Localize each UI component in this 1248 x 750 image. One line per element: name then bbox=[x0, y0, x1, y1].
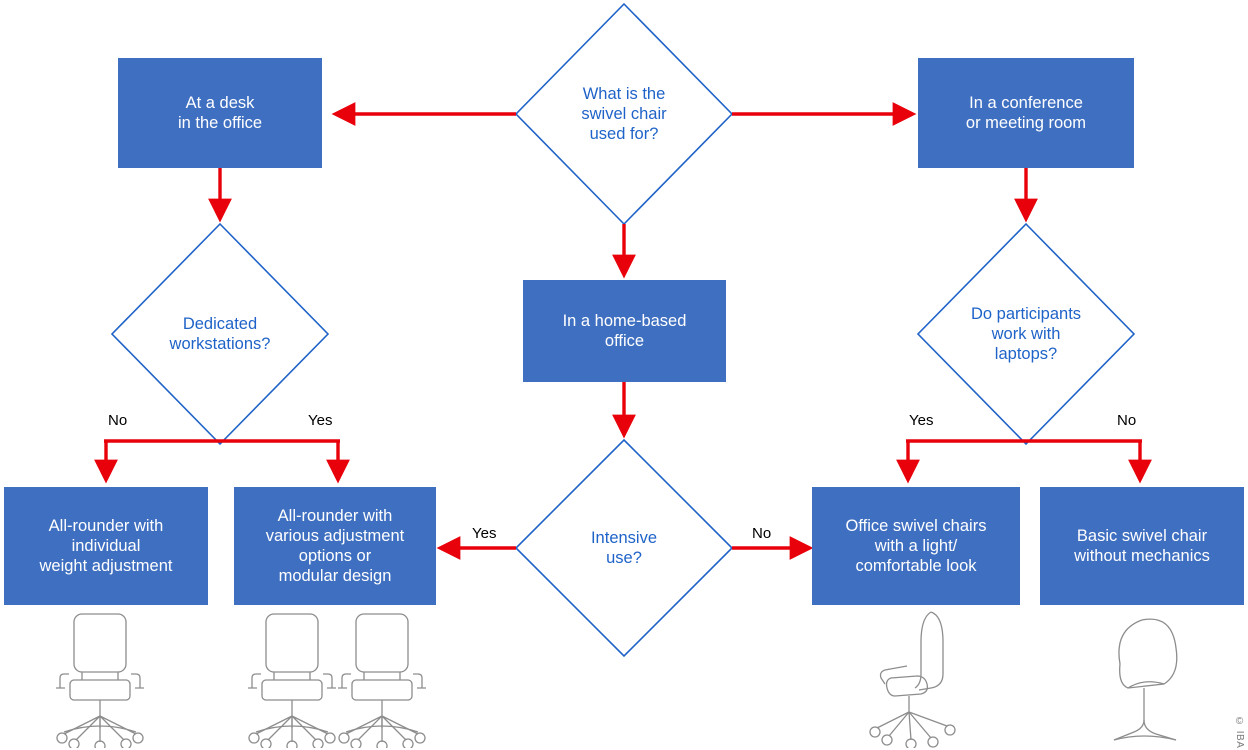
chair-illustration-basic-swivel bbox=[1090, 612, 1200, 748]
node-at-a-desk[interactable]: At a desk in the office bbox=[118, 58, 322, 168]
chair-illustration-weight-adjustment bbox=[48, 612, 168, 748]
diamond-root bbox=[516, 4, 732, 224]
node-allrounder-modular[interactable]: All-rounder with various adjustment options or modular design bbox=[234, 487, 436, 605]
node-dedicated-workstations-label: Dedicated workstations? bbox=[169, 314, 271, 353]
node-allrounder-weight[interactable]: All-rounder with individual weight adjustment bbox=[4, 487, 208, 605]
node-participants-laptops-label: Do participants work with laptops? bbox=[970, 304, 1082, 364]
edge-label-intensive-no: No bbox=[752, 525, 772, 542]
node-home-office[interactable]: In a home-based office bbox=[523, 280, 726, 382]
node-light-comfortable[interactable]: Office swivel chairs with a light/ comfortable look bbox=[812, 487, 1020, 605]
edge-label-laptops-no: No bbox=[1117, 412, 1137, 429]
node-conference-room[interactable]: In a conference or meeting room bbox=[918, 58, 1134, 168]
diamond-participants-laptops bbox=[918, 224, 1137, 444]
diamond-intensive-use bbox=[516, 440, 732, 656]
chair-illustration-light-comfortable bbox=[865, 608, 975, 748]
edge-label-intensive-yes: Yes bbox=[472, 525, 497, 542]
node-basic-swivel[interactable]: Basic swivel chair without mechanics bbox=[1040, 487, 1244, 605]
chair-illustration-modular-right bbox=[330, 612, 450, 748]
node-intensive-use-label: Intensive use? bbox=[590, 528, 658, 567]
edge-label-dedicated-yes: Yes bbox=[308, 412, 333, 429]
copyright-label: © IBA bbox=[1234, 715, 1245, 748]
diamond-dedicated-workstations bbox=[112, 224, 328, 444]
node-root-label: What is the swivel chair used for? bbox=[581, 84, 667, 144]
edge-label-dedicated-no: No bbox=[108, 412, 128, 429]
edge-label-laptops-yes: Yes bbox=[909, 412, 934, 429]
